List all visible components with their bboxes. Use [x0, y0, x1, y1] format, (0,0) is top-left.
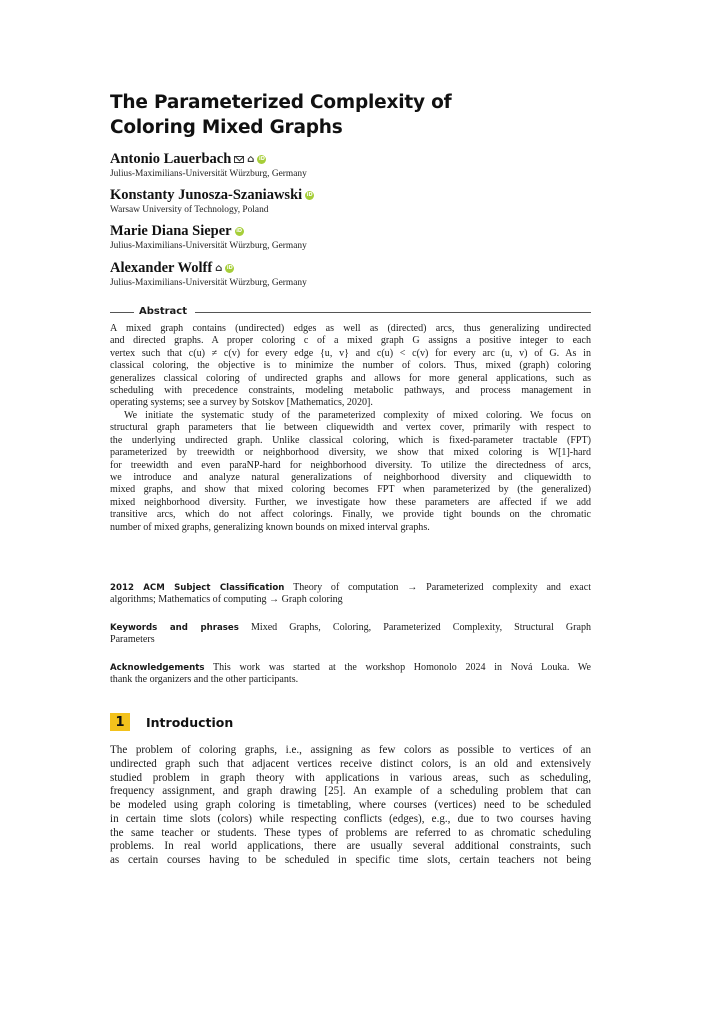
- keywords: [110, 622, 591, 647]
- title-line: Coloring Mixed Graphs: [110, 117, 343, 138]
- author-affiliation: Julius-Maximilians-Universität Würzburg, Germany: [110, 169, 307, 179]
- text-line: and directed graphs. A proper coloring c of a mixed graph G assigns a positive integer to each: [110, 335, 591, 347]
- divider: [110, 312, 134, 313]
- abstract-paragraph-1: [110, 323, 591, 410]
- text-line: Parameters: [110, 634, 155, 646]
- text-line: A mixed graph contains (undirected) edges as well as (directed) arcs, thus generalizing undirected: [110, 323, 591, 334]
- paper-title: [110, 90, 591, 140]
- text-line: as certain courses having to be scheduled in specific time slots, certain teachers not being: [110, 854, 591, 866]
- text-line: generalizes classical coloring of undirected graphs and allows for more general applications, such as: [110, 372, 591, 384]
- author-block: [110, 223, 591, 252]
- home-icon[interactable]: ⌂: [215, 262, 223, 274]
- text-line: the same teacher or students. These types of problems are referred to as chromatic scheduling: [110, 826, 591, 839]
- text-line: classical coloring, the objective is to minimize the number of colors. Thus, mixed (graph) coloring: [110, 360, 591, 372]
- ack-text: This work was started at the workshop Homonolo 2024 in Nová Louka. We: [212, 662, 591, 673]
- author-affiliation: Julius-Maximilians-Universität Würzburg, Germany: [110, 241, 307, 251]
- section-heading: [110, 712, 233, 732]
- acm-label: 2012 ACM Subject Classification: [110, 583, 285, 593]
- author-name: Konstanty Junosza-Szaniawski: [110, 187, 303, 203]
- author-name: Antonio Lauerbach: [110, 151, 232, 167]
- acknowledgements: [110, 662, 591, 687]
- author-block: [110, 187, 591, 216]
- text-line: vertex such that c(u) ≠ c(v) for every edge {u, v} and c(u) < c(v) for every arc (u, v) of G. As in: [110, 347, 591, 359]
- acm-text: Theory of computation → Parameterized complexity and exact: [293, 582, 591, 593]
- abstract-label: Abstract: [139, 306, 188, 317]
- text-line: undirected graph such that adjacent vertices receive distinct colors, is an old and extensively: [110, 757, 591, 770]
- author-affiliation: Julius-Maximilians-Universität Würzburg, Germany: [110, 278, 307, 288]
- orcid-icon[interactable]: iD: [226, 265, 233, 271]
- text-line: in certain time slots (colors) while respecting conflicts (edges), e.g., due to two courses having: [110, 812, 591, 825]
- text-line: be modeled using graph coloring is timetabling, where courses (vertices) need to be scheduled: [110, 799, 591, 811]
- text-line: problems. In real world applications, there are usually several additional constraints, such: [110, 840, 591, 853]
- text-line: frequency assignment, and graph drawing [25]. An example of a scheduling problem that can: [110, 785, 591, 798]
- text-line: scheduling with precedence constraints, modeling metabolic pathways, and process management in: [110, 385, 591, 397]
- text-line: operating systems; see a survey by Sotskov [Mathematics, 2020].: [110, 397, 373, 409]
- ack-label: Acknowledgements: [110, 663, 205, 673]
- intro-paragraph: [110, 744, 591, 868]
- abstract-heading: [110, 306, 591, 318]
- text-line: the underlying undirected graph. Unlike classical coloring, which is fixed-parameter tractable (FPT): [110, 434, 591, 446]
- text-line: parameterized by treewidth or neighborhood diversity, we show that mixed coloring is W[1]-hard: [110, 447, 591, 459]
- text-line: mixed graphs, and show that mixed coloring becomes FPT when parameterized by (the generalized): [110, 484, 591, 496]
- email-icon[interactable]: [234, 156, 244, 163]
- section-number: 1: [110, 713, 130, 731]
- title-line: The Parameterized Complexity of: [110, 92, 452, 113]
- orcid-icon[interactable]: iD: [259, 156, 265, 162]
- text-line: The problem of coloring graphs, i.e., assigning as few colors as possible to vertices of an: [110, 744, 591, 756]
- author-name: Marie Diana Sieper: [110, 223, 232, 239]
- text-line: studied problem in graph theory with applications in various areas, such as scheduling,: [110, 771, 591, 784]
- keywords-text: Mixed Graphs, Coloring, Parameterized Complexity, Structural Graph: [250, 622, 591, 633]
- text-line: transitive arcs, which do not affect colorings. Finally, we provide tight bounds on the chromatic: [110, 509, 591, 521]
- text-line: we introduce and analyze natural generalizations of neighborhood diversity and cliquewidth to: [110, 472, 591, 484]
- orcid-icon[interactable]: iD: [236, 228, 243, 234]
- text-line: algorithms; Mathematics of computing → Graph coloring: [110, 594, 343, 606]
- keywords-label: Keywords and phrases: [110, 623, 239, 633]
- text-line: for treewidth and even paraNP-hard for neighborhood diversity. To utilize the directedness of arcs,: [110, 459, 591, 471]
- text-line: structural graph parameters that lie between cliquewidth and vertex cover, primarily with respect to: [110, 422, 591, 434]
- home-icon[interactable]: ⌂: [247, 153, 255, 165]
- acm-classification: [110, 582, 591, 607]
- divider: [195, 312, 591, 313]
- text-line: thank the organizers and the other participants.: [110, 674, 299, 686]
- section-title: Introduction: [146, 714, 234, 730]
- author-block: [110, 260, 591, 289]
- abstract-paragraph-2: [110, 410, 591, 534]
- text-line: We initiate the systematic study of the parameterized complexity of mixed coloring. We focus on: [124, 410, 591, 421]
- orcid-icon[interactable]: iD: [306, 192, 313, 198]
- author-affiliation: Warsaw University of Technology, Poland: [110, 205, 269, 215]
- author-block: [110, 151, 591, 180]
- author-name: Alexander Wolff: [110, 260, 213, 276]
- text-line: number of mixed graphs, generalizing known bounds on mixed interval graphs.: [110, 521, 430, 533]
- text-line: mixed neighborhood diversity. Further, we investigate how these parameters are affected if we add: [110, 496, 591, 508]
